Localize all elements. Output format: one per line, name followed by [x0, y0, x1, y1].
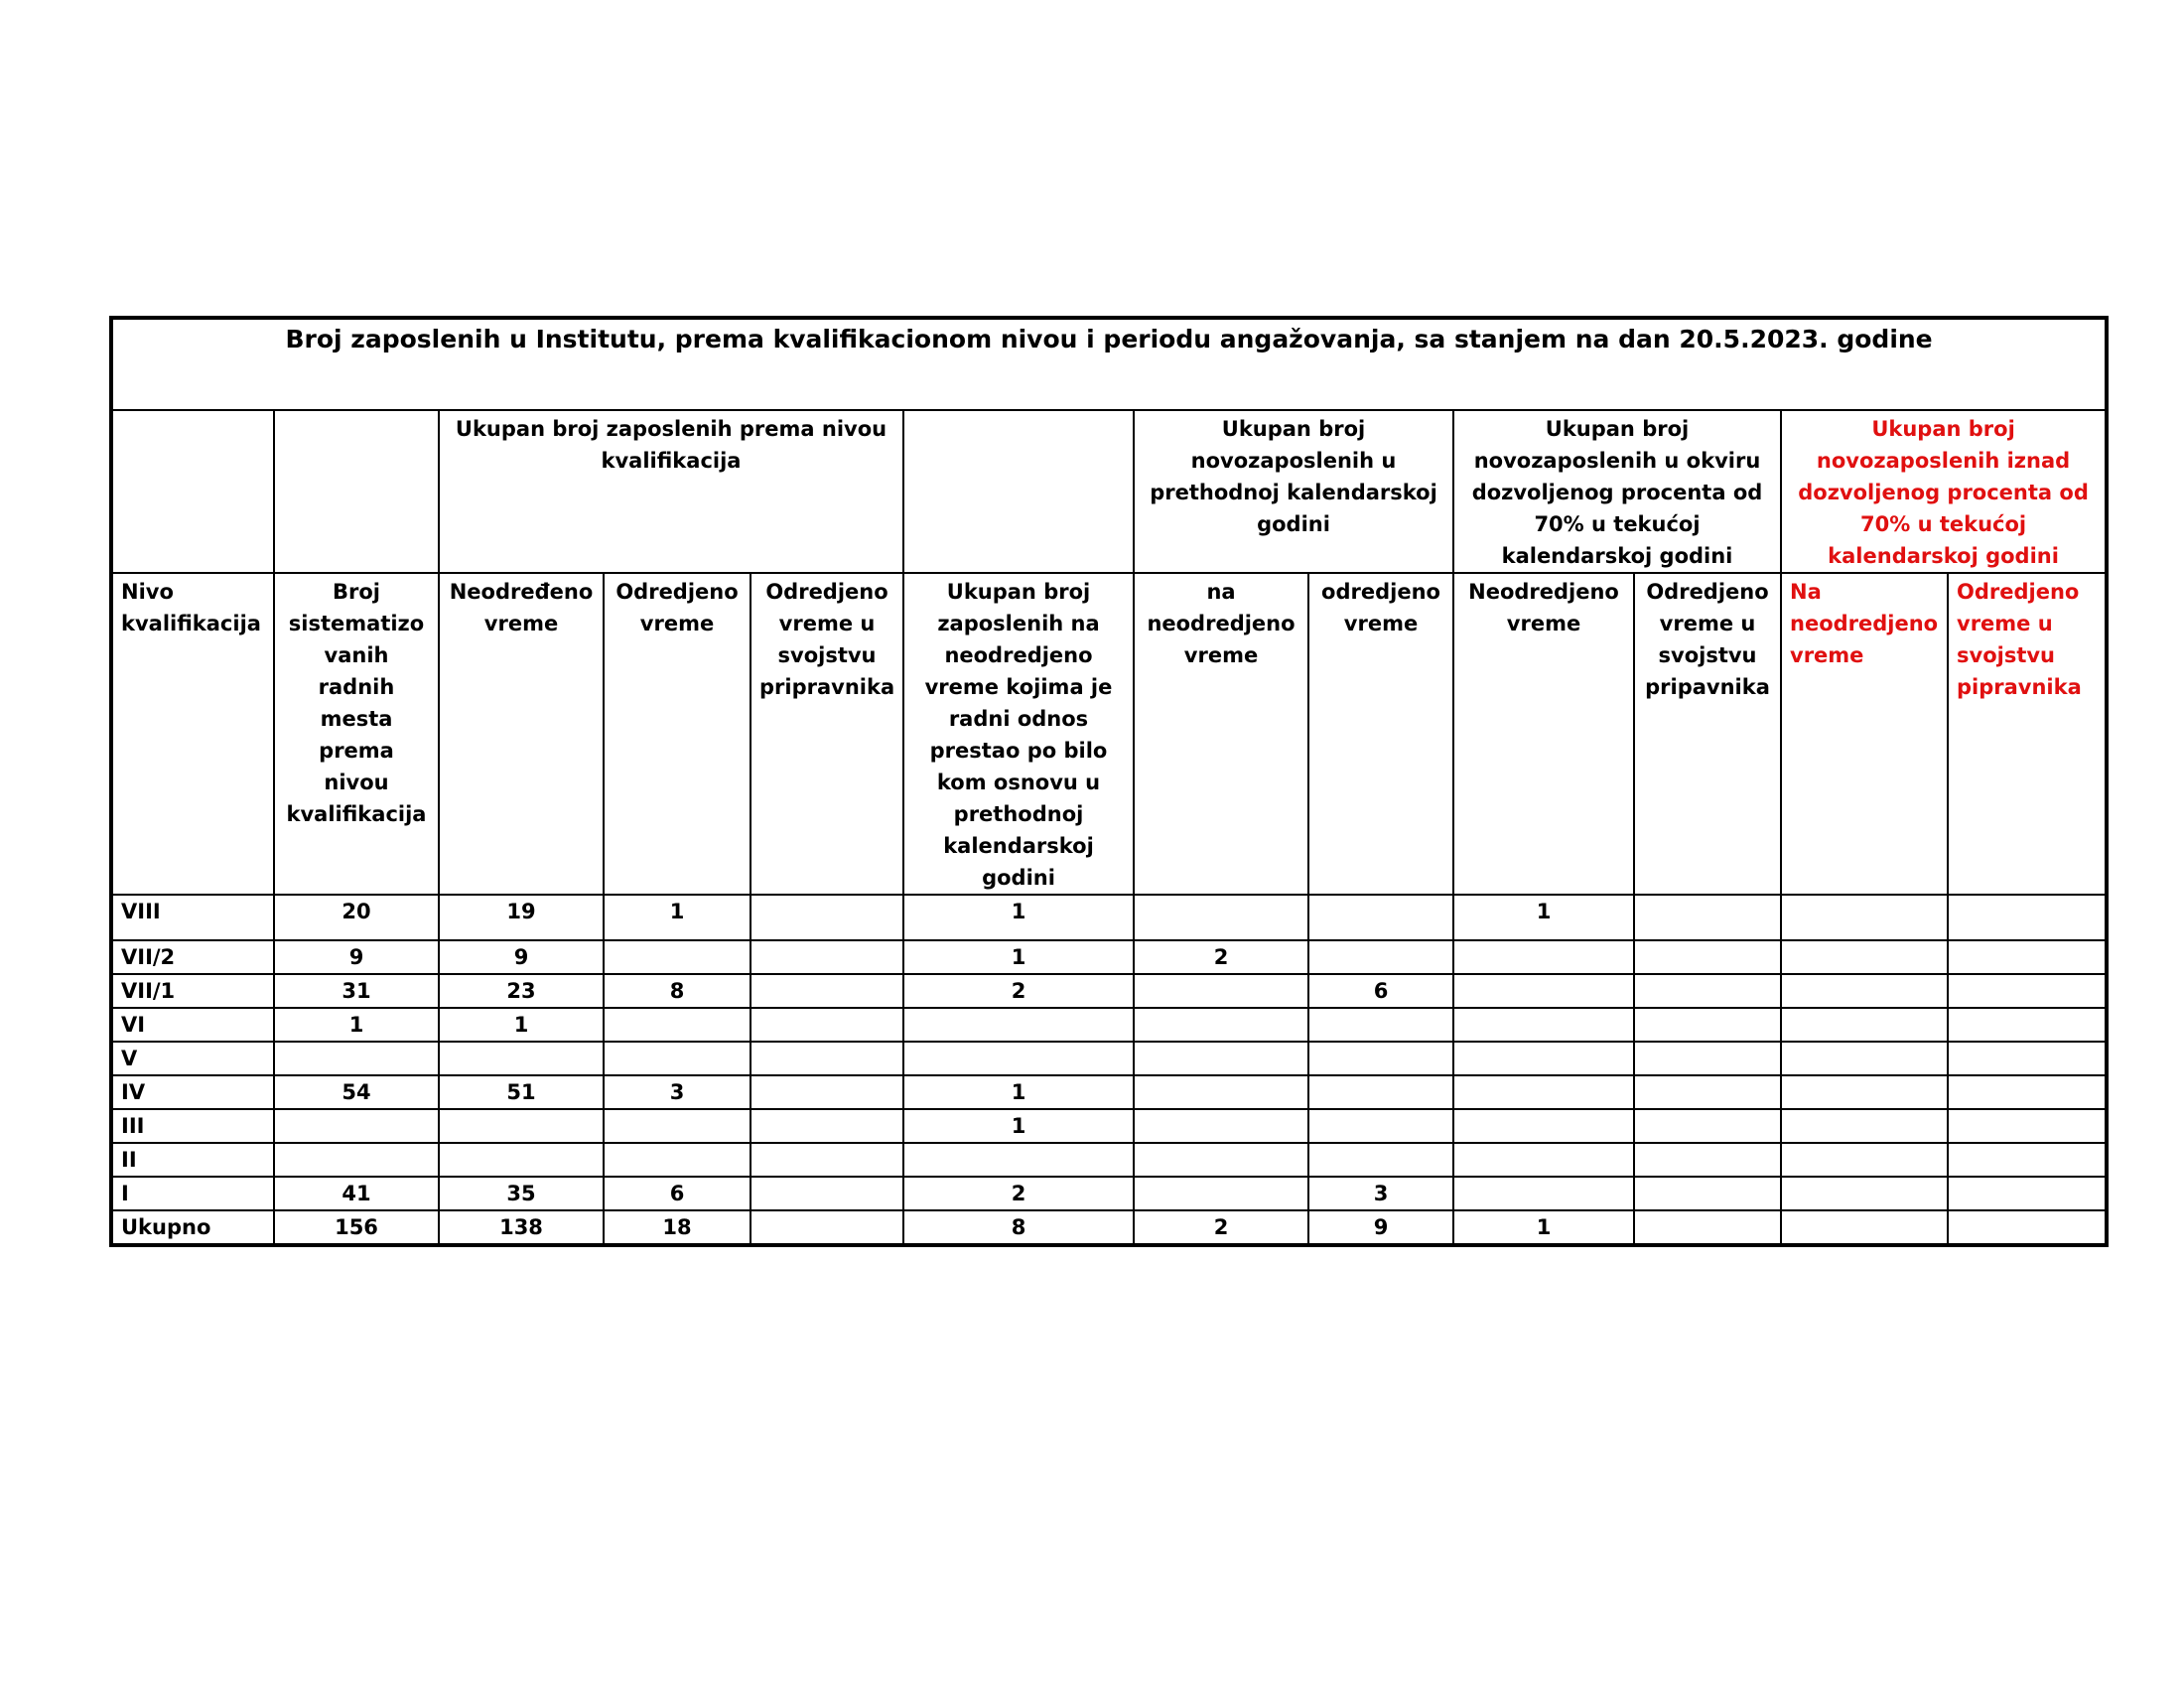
table-cell [439, 1042, 604, 1075]
table-cell: 138 [439, 1210, 604, 1245]
table-cell [1781, 1075, 1948, 1109]
table-cell [1634, 1109, 1781, 1143]
group-header-novozaposleni-prethodna: Ukupan broj novozaposlenih u prethodnoj kalendarskoj godini [1134, 410, 1453, 573]
table-cell: 19 [439, 895, 604, 940]
table-cell: 9 [439, 940, 604, 974]
row-label-cell: III [111, 1109, 274, 1143]
row-label-cell: I [111, 1177, 274, 1210]
table-cell: 1 [274, 1008, 439, 1042]
table-cell: 1 [1453, 1210, 1634, 1245]
table-cell: 3 [1308, 1177, 1453, 1210]
table-cell [1948, 1008, 2107, 1042]
table-cell: 156 [274, 1210, 439, 1245]
table-cell [1948, 974, 2107, 1008]
column-header: Neodređeno vreme [439, 573, 604, 895]
column-header: odredjeno vreme [1308, 573, 1453, 895]
table-cell: 23 [439, 974, 604, 1008]
table-cell: 2 [1134, 1210, 1308, 1245]
table-row [111, 1008, 2107, 1042]
table-cell [1781, 895, 1948, 940]
table-cell [1948, 1143, 2107, 1177]
table-row [111, 1143, 2107, 1177]
table-row [111, 1210, 2107, 1245]
table-cell [1948, 1075, 2107, 1109]
row-label-cell: II [111, 1143, 274, 1177]
table-cell [1453, 1008, 1634, 1042]
table-cell: 35 [439, 1177, 604, 1210]
table-row [111, 1109, 2107, 1143]
table-cell [1453, 1075, 1634, 1109]
table-cell [1134, 1075, 1308, 1109]
table-cell [903, 1008, 1134, 1042]
table-cell [751, 1109, 903, 1143]
table-cell: 54 [274, 1075, 439, 1109]
column-header: Nivo kvalifikacija [111, 573, 274, 895]
table-cell [1948, 940, 2107, 974]
table-cell [1634, 1042, 1781, 1075]
column-header-row [111, 573, 2107, 895]
table-cell [751, 1042, 903, 1075]
table-row [111, 1075, 2107, 1109]
table-title: Broj zaposlenih u Institutu, prema kvalifikacionom nivou i periodu angažovanja, sa stanjem na dan 20.5.2023. godine [111, 318, 2107, 410]
table-cell: 1 [903, 1075, 1134, 1109]
row-label-cell: VII/2 [111, 940, 274, 974]
table-cell: 1 [439, 1008, 604, 1042]
table-cell [604, 1008, 751, 1042]
table-cell [1948, 895, 2107, 940]
column-header: Neodredjeno vreme [1453, 573, 1634, 895]
table-cell: 9 [274, 940, 439, 974]
table-cell [1134, 974, 1308, 1008]
table-cell [1634, 974, 1781, 1008]
table-cell: 1 [903, 1109, 1134, 1143]
table-cell: 8 [903, 1210, 1134, 1245]
table-cell [751, 1210, 903, 1245]
table-cell [1134, 1109, 1308, 1143]
column-header: na neodredjeno vreme [1134, 573, 1308, 895]
table-cell [751, 895, 903, 940]
table-cell: 6 [1308, 974, 1453, 1008]
table-cell [1134, 1008, 1308, 1042]
table-cell [1781, 1177, 1948, 1210]
table-cell: 9 [1308, 1210, 1453, 1245]
table-cell [604, 940, 751, 974]
table-cell [1634, 1143, 1781, 1177]
row-label-cell: Ukupno [111, 1210, 274, 1245]
table-cell: 31 [274, 974, 439, 1008]
row-label-cell: VI [111, 1008, 274, 1042]
group-header-empty [111, 410, 274, 573]
table-cell [1134, 1143, 1308, 1177]
table-cell [1634, 1075, 1781, 1109]
table-cell [1781, 1143, 1948, 1177]
table-row [111, 1042, 2107, 1075]
group-header-row [111, 410, 2107, 573]
column-header: Odredjeno vreme [604, 573, 751, 895]
table-body [111, 895, 2107, 1245]
table-cell [439, 1143, 604, 1177]
table-cell [1134, 895, 1308, 940]
table-cell [1948, 1177, 2107, 1210]
table-cell [1634, 1210, 1781, 1245]
row-label-cell: V [111, 1042, 274, 1075]
table-cell [1781, 1042, 1948, 1075]
group-header-empty [903, 410, 1134, 573]
table-cell [1634, 1008, 1781, 1042]
table-cell: 6 [604, 1177, 751, 1210]
column-header: Broj sistematizo vanih radnih mesta prema nivou kvalifikacija [274, 573, 439, 895]
table-row [111, 1177, 2107, 1210]
table-cell [751, 1075, 903, 1109]
table-cell [274, 1109, 439, 1143]
table-cell [1781, 1008, 1948, 1042]
table-cell [274, 1143, 439, 1177]
table-cell [1781, 974, 1948, 1008]
table-cell [604, 1042, 751, 1075]
table-cell: 1 [1453, 895, 1634, 940]
table-cell [1308, 1109, 1453, 1143]
group-header-novozaposleni-u-okviru: Ukupan broj novozaposlenih u okviru dozvoljenog procenta od 70% u tekućoj kalendarskoj godini [1453, 410, 1781, 573]
title-row [111, 318, 2107, 410]
table-cell [1308, 1075, 1453, 1109]
table-cell [604, 1143, 751, 1177]
table-cell [1948, 1210, 2107, 1245]
table-cell: 3 [604, 1075, 751, 1109]
table-cell [751, 1008, 903, 1042]
table-cell: 2 [903, 1177, 1134, 1210]
table-cell: 2 [1134, 940, 1308, 974]
row-label-cell: VIII [111, 895, 274, 940]
table-cell [1781, 1210, 1948, 1245]
column-header: Odredjeno vreme u svojstvu pripravnika [751, 573, 903, 895]
table-cell [1308, 1042, 1453, 1075]
table-cell [1308, 1143, 1453, 1177]
column-header: Odredjeno vreme u svojstvu pipravnika [1948, 573, 2107, 895]
table-cell: 20 [274, 895, 439, 940]
table-cell [751, 1177, 903, 1210]
table-cell: 8 [604, 974, 751, 1008]
table-cell [1308, 940, 1453, 974]
row-label-cell: VII/1 [111, 974, 274, 1008]
table-cell [1453, 1177, 1634, 1210]
table-cell [1308, 1008, 1453, 1042]
column-header: Ukupan broj zaposlenih na neodredjeno vreme kojima je radni odnos prestao po bilo kom osnovu u prethodnoj kalendarskoj godini [903, 573, 1134, 895]
table-cell [751, 974, 903, 1008]
column-header: Na neodredjeno vreme [1781, 573, 1948, 895]
table-cell [1781, 940, 1948, 974]
table-cell [1781, 1109, 1948, 1143]
table-cell [1134, 1177, 1308, 1210]
table-cell [604, 1109, 751, 1143]
row-label-cell: IV [111, 1075, 274, 1109]
table-cell [1453, 1042, 1634, 1075]
table-row [111, 895, 2107, 940]
group-header-ukupan-prema-nivou: Ukupan broj zaposlenih prema nivou kvalifikacija [439, 410, 903, 573]
table-cell [903, 1143, 1134, 1177]
table-cell [751, 940, 903, 974]
table-cell [1308, 895, 1453, 940]
table-cell [1948, 1042, 2107, 1075]
table-cell [1634, 940, 1781, 974]
table-row [111, 974, 2107, 1008]
table-cell: 2 [903, 974, 1134, 1008]
table-cell [439, 1109, 604, 1143]
table-cell [1134, 1042, 1308, 1075]
table-cell: 41 [274, 1177, 439, 1210]
table-cell: 1 [604, 895, 751, 940]
table-cell [1453, 940, 1634, 974]
table-cell: 1 [903, 895, 1134, 940]
table-cell [274, 1042, 439, 1075]
table-row [111, 940, 2107, 974]
table-cell [1634, 1177, 1781, 1210]
table-cell [903, 1042, 1134, 1075]
table-cell [1948, 1109, 2107, 1143]
table-cell: 18 [604, 1210, 751, 1245]
group-header-novozaposleni-iznad: Ukupan broj novozaposlenih iznad dozvoljenog procenta od 70% u tekućoj kalendarskoj godini [1781, 410, 2107, 573]
column-header: Odredjeno vreme u svojstvu pripavnika [1634, 573, 1781, 895]
table-cell [1634, 895, 1781, 940]
table-cell [751, 1143, 903, 1177]
table-cell: 1 [903, 940, 1134, 974]
table-cell [1453, 974, 1634, 1008]
table-cell: 51 [439, 1075, 604, 1109]
table-cell [1453, 1143, 1634, 1177]
employee-table [109, 316, 2109, 1247]
group-header-empty [274, 410, 439, 573]
table-cell [1453, 1109, 1634, 1143]
